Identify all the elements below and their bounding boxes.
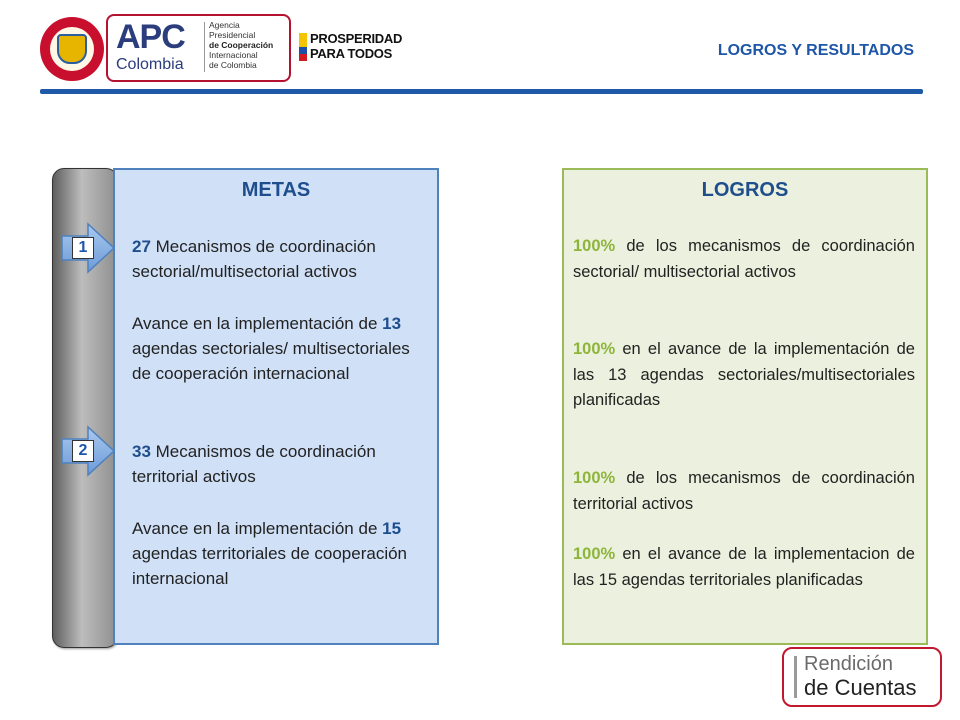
header (0, 0, 960, 100)
rendicion-bar (794, 656, 797, 698)
logros-item-2: 100% en el avance de la implementación de las 13 agendas sectoriales/multisectoriales planificadas (573, 340, 915, 409)
logros-panel (562, 168, 928, 645)
metas-title: METAS (241, 179, 311, 201)
apc-country: Colombia (116, 56, 184, 73)
marker-arrow-1 (58, 222, 118, 274)
page-title: LOGROS Y RESULTADOS (717, 42, 914, 59)
logros-item-3: 100% de los mecanismos de coordinación territorial activos (573, 469, 915, 513)
rendicion-line-1: Rendición (804, 653, 893, 675)
prosperidad-logo (299, 31, 411, 65)
apc-logo (106, 14, 291, 82)
logros-title: LOGROS (701, 179, 789, 201)
prosperidad-text: PROSPERIDAD PARA TODOS (310, 31, 403, 61)
colombia-seal-icon (40, 17, 104, 81)
metas-item-1: 27 Mecanismos de coordinación sectorial/multisectorial activos (132, 237, 376, 281)
logros-item-4: 100% en el avance de la implementacion de las 15 agendas territoriales planificadas (573, 545, 915, 589)
metas-panel (113, 168, 439, 645)
marker-number: 2 (72, 440, 94, 462)
marker-number: 1 (72, 237, 94, 259)
marker-arrow-2 (58, 425, 118, 477)
rendicion-logo (782, 647, 942, 707)
metas-item-4: Avance en la implementación de 15 agendas territoriales de cooperación internacional (132, 519, 408, 588)
metas-item-2: Avance en la implementación de 13 agendas sectoriales/ multisectoriales de cooperación internacional (132, 314, 410, 383)
flag-icon (299, 33, 307, 61)
header-divider (40, 89, 923, 94)
rendicion-line-2: de Cuentas (804, 675, 917, 700)
apc-divider (204, 22, 205, 72)
metas-item-3: 33 Mecanismos de coordinación territorial activos (132, 442, 376, 486)
apc-letters: APC (116, 18, 185, 56)
logros-item-1: 100% de los mecanismos de coordinación sectorial/ multisectorial activos (573, 237, 915, 281)
apc-agency-name: Agencia Presidencial de Cooperación Internacional de Colombia (209, 20, 274, 70)
